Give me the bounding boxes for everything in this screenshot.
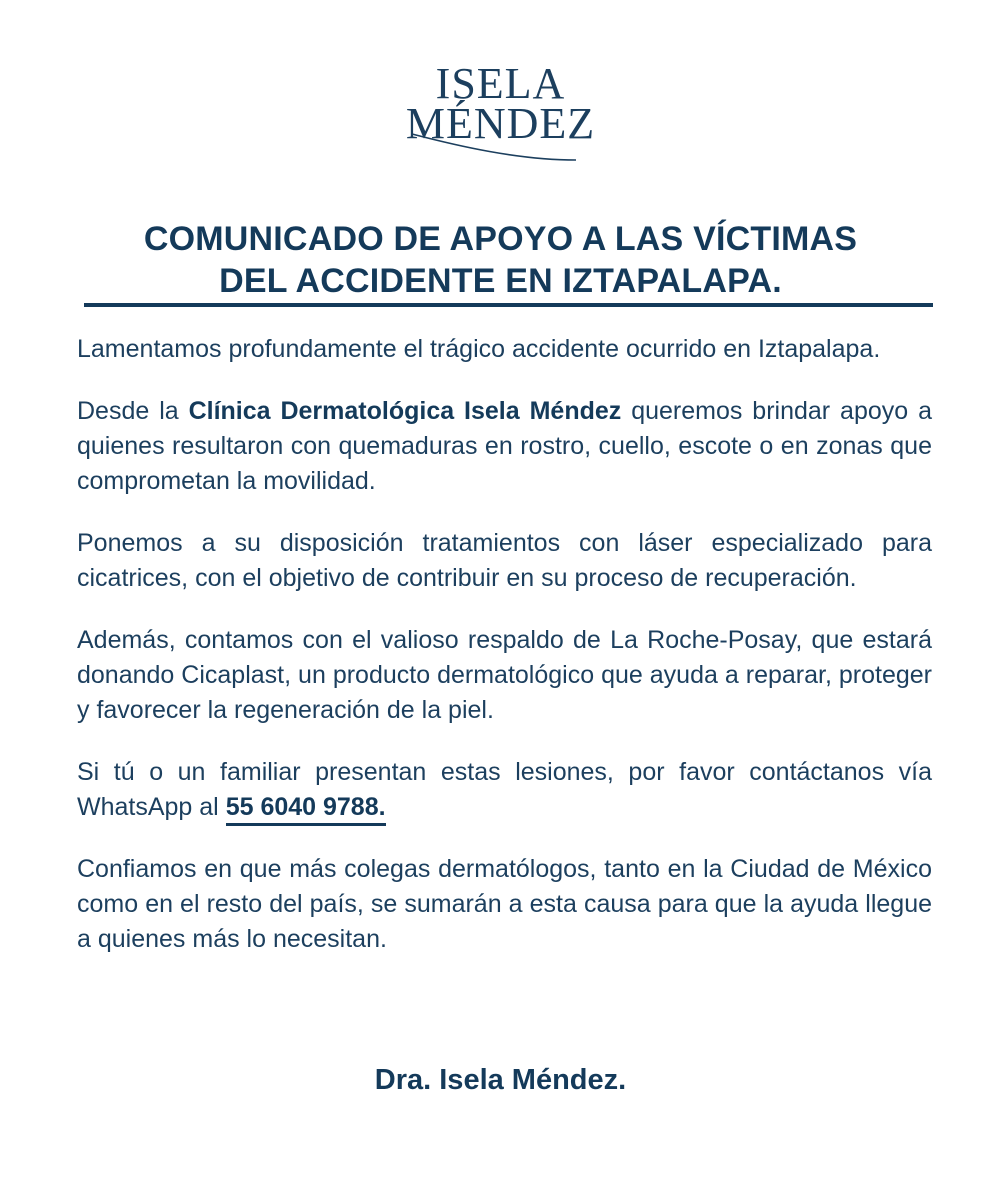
title-line-1: COMUNICADO DE APOYO A LAS VÍCTIMAS (143, 220, 858, 258)
paragraph-clinic-support (77, 394, 932, 499)
clinic-name: Clínica Dermatológica Isela Méndez (188, 397, 622, 425)
logo-last-name: MÉNDEZ (405, 99, 596, 148)
title-line-2: DEL ACCIDENTE EN IZTAPALAPA. (219, 262, 782, 300)
paragraph-colleagues: Confiamos en que más colegas dermatólogos, tanto en la Ciudad de México como en el resto del país, se sumarán a esta causa para que la ayuda llegue a quienes más lo necesitan. (77, 855, 932, 953)
paragraph-laser-treatment: Ponemos a su disposición tratamientos con láser especializado para cicatrices, con el objetivo de contribuir en su proceso de recuperación. (77, 529, 932, 592)
paragraph-contact (77, 755, 932, 825)
signature: Dra. Isela Méndez. (374, 1064, 627, 1096)
paragraph-condolences: Lamentamos profundamente el trágico accidente ocurrido en Iztapalapa. (77, 335, 881, 363)
logo-swoosh-icon (408, 126, 598, 166)
logo-first-name: ISELA (435, 59, 566, 108)
paragraph-contact-text: Si tú o un familiar presentan estas lesiones, por favor contáctanos vía WhatsApp al (77, 758, 932, 821)
title-divider (84, 303, 933, 307)
statement-title (70, 218, 931, 302)
paragraph-clinic-rest: queremos brindar apoyo a quienes resultaron con quemaduras en rostro, cuello, escote o en zonas que comprometan la movilidad. (77, 397, 932, 495)
paragraph-clinic-intro: Desde la (77, 397, 189, 425)
statement-body (77, 332, 932, 984)
whatsapp-phone-link[interactable]: 55 6040 9788. (226, 793, 386, 826)
paragraph-la-roche-posay: Además, contamos con el valioso respaldo de La Roche-Posay, que estará donando Cicaplast, un producto dermatológico que ayuda a reparar, proteger y favorecer la regeneración de la piel. (77, 626, 932, 724)
